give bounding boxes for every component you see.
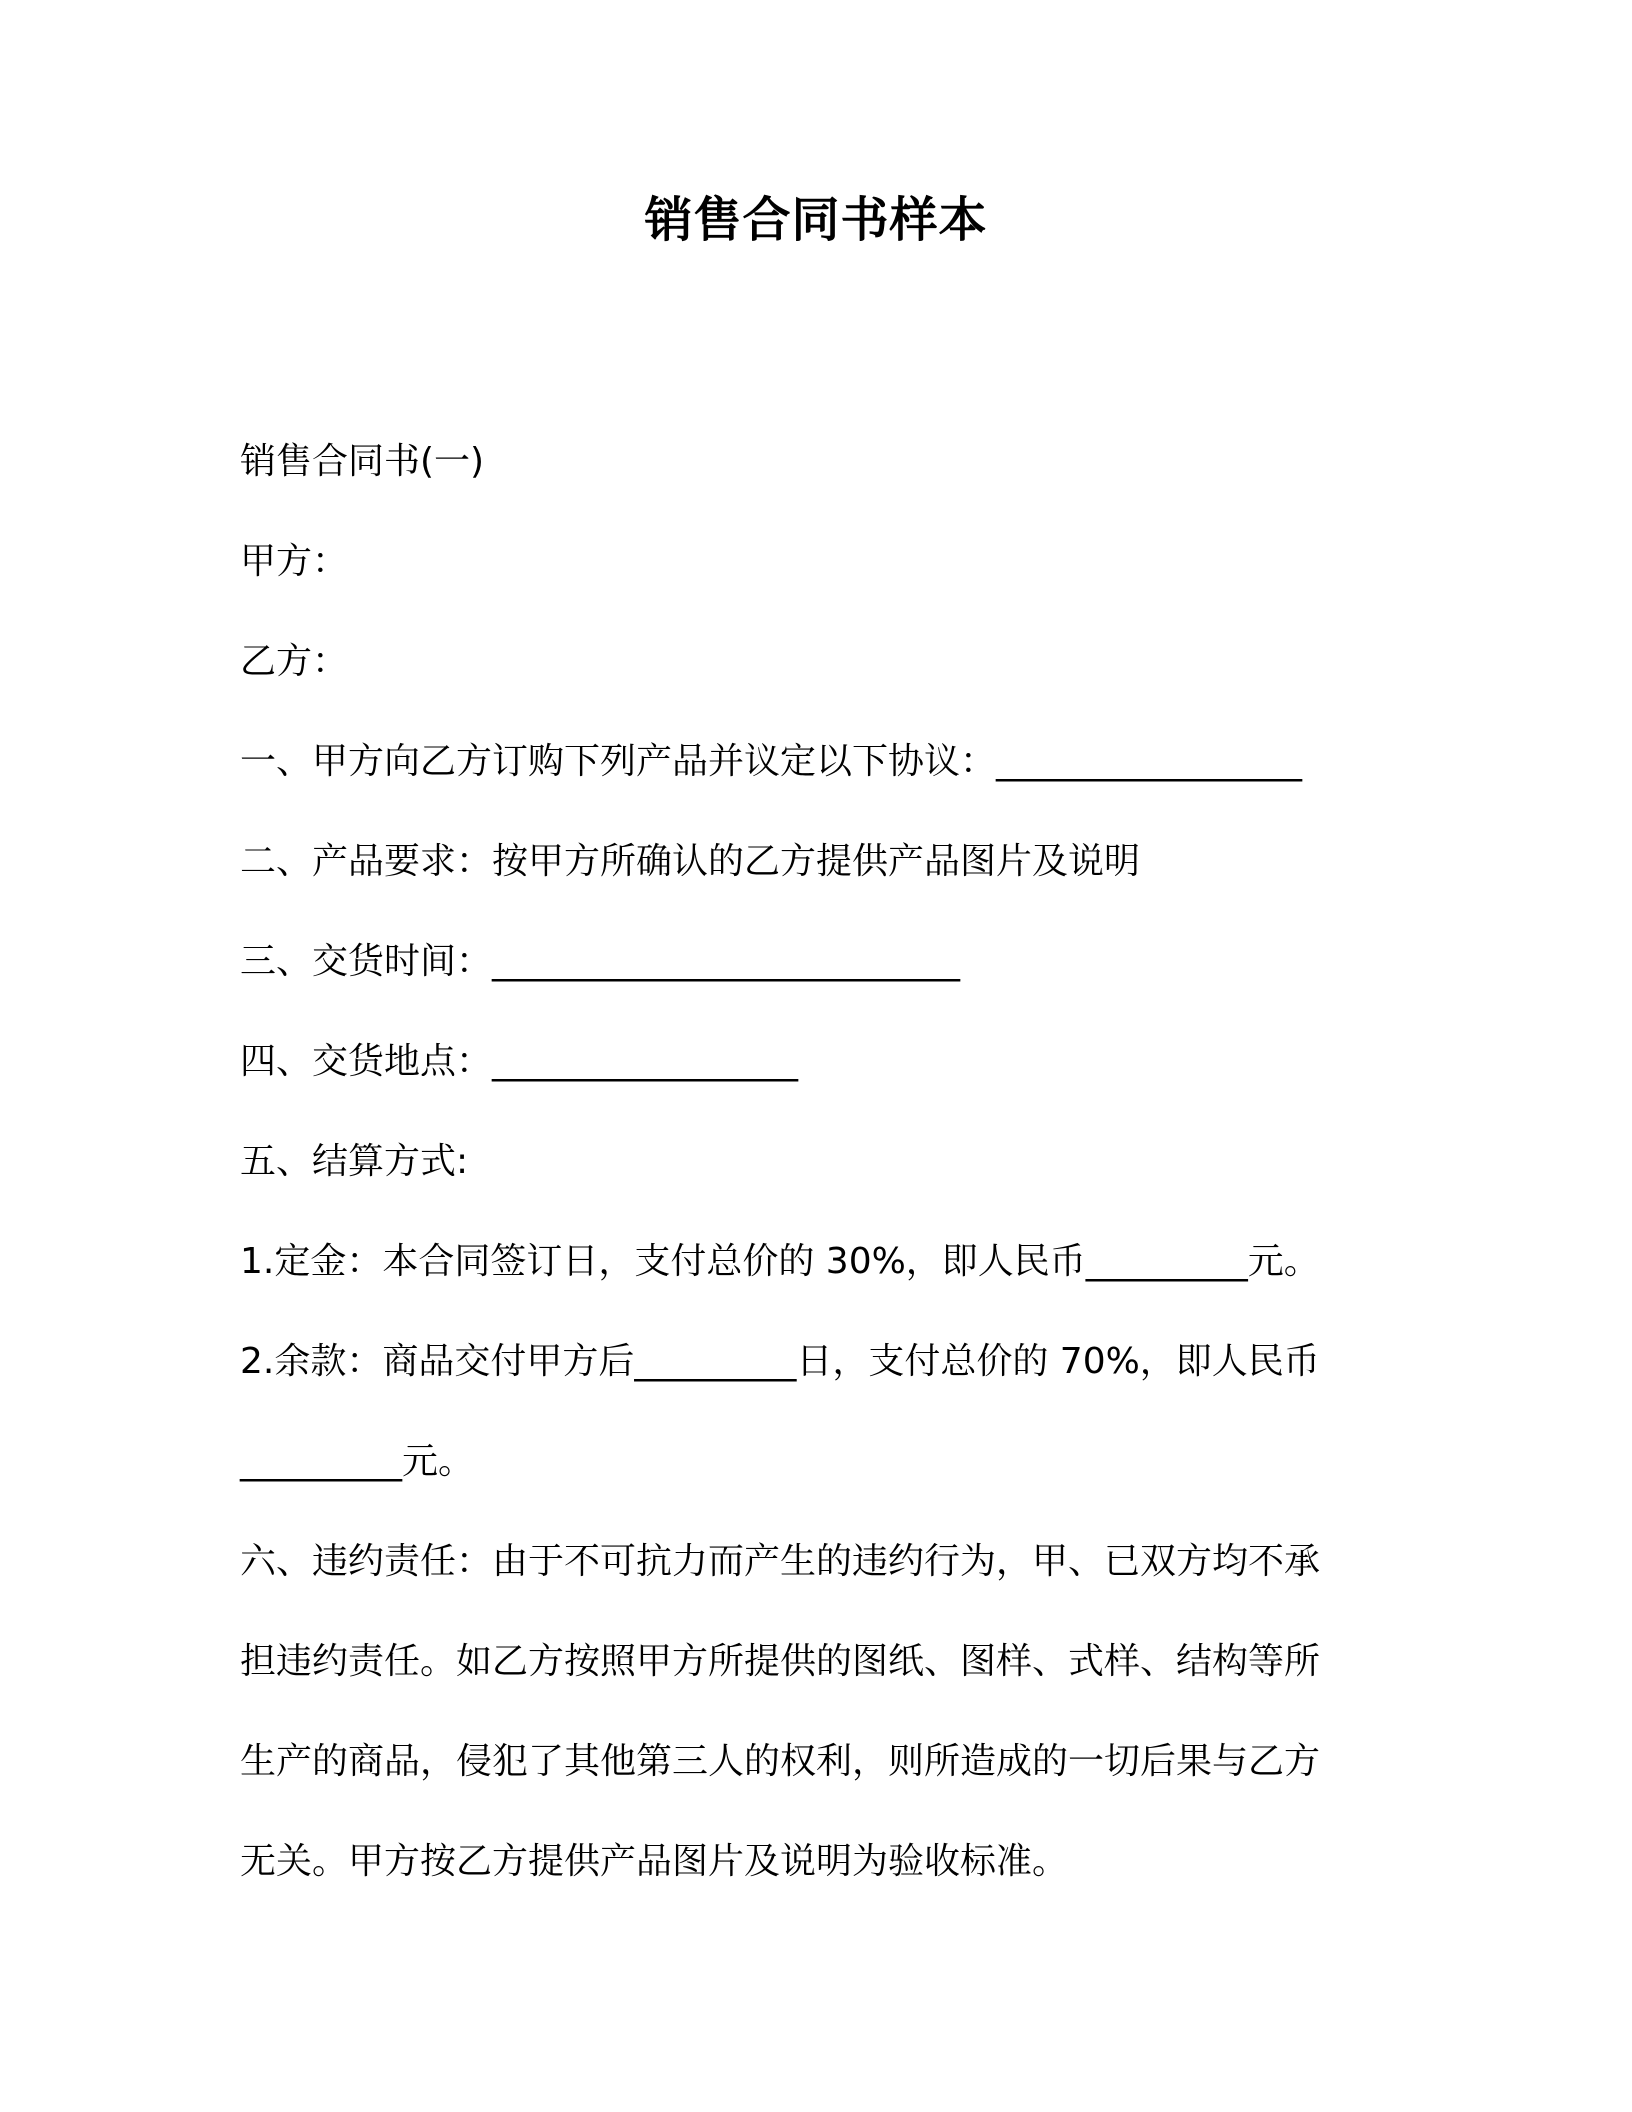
clause-6-liability-line-1: 六、违约责任：由于不可抗力而产生的违约行为，甲、已双方均不承 xyxy=(240,1541,1321,1582)
settlement-deposit: 1.定金：本合同签订日，支付总价的 30%，即人民币_________元。 xyxy=(240,1241,1320,1282)
contract-heading: 销售合同书(一) xyxy=(240,441,485,482)
party-a-line: 甲方： xyxy=(240,541,349,582)
clause-6-liability-line-2: 担违约责任。如乙方按照甲方所提供的图纸、图样、式样、结构等所 xyxy=(240,1641,1321,1682)
clause-5-settlement: 五、结算方式: xyxy=(240,1141,469,1182)
clause-4-delivery-place: 四、交货地点：_________________ xyxy=(240,1041,799,1082)
clause-6-liability-line-4: 无关。甲方按乙方提供产品图片及说明为验收标准。 xyxy=(240,1841,1069,1882)
settlement-balance: 2.余款：商品交付甲方后_________日，支付总价的 70%，即人民币 xyxy=(240,1341,1320,1382)
document-title: 销售合同书样本 xyxy=(644,192,988,248)
document-body xyxy=(240,412,1370,1912)
settlement-balance-continued: _________元。 xyxy=(240,1441,475,1482)
party-b-line: 乙方： xyxy=(240,641,349,682)
clause-3-delivery-time: 三、交货时间：__________________________ xyxy=(240,941,961,982)
clause-6-liability-line-3: 生产的商品，侵犯了其他第三人的权利，则所造成的一切后果与乙方 xyxy=(240,1741,1321,1782)
clause-1-order: 一、甲方向乙方订购下列产品并议定以下协议：_________________ xyxy=(240,741,1303,782)
clause-2-product-requirements: 二、产品要求：按甲方所确认的乙方提供产品图片及说明 xyxy=(240,841,1141,882)
